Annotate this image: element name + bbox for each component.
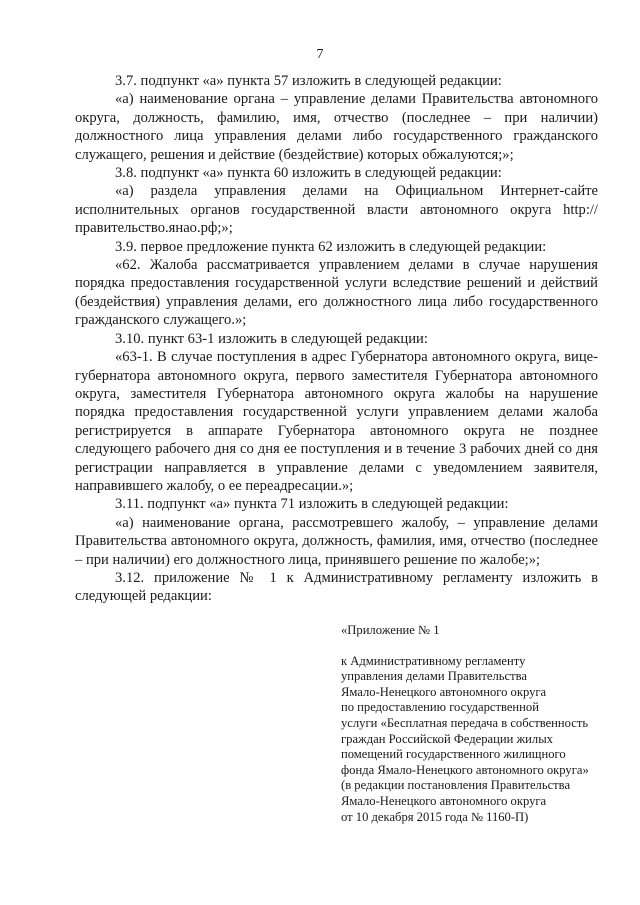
appendix-line: Ямало-Ненецкого автономного округа: [341, 684, 547, 699]
paragraph: «а) раздела управления делами на Официальном Интернет-сайте исполнительных органов государственной власти автономного округа http://правительство.янао.рф;»;: [75, 183, 598, 237]
paragraph: 3.11. подпункт «а» пункта 71 изложить в следующей редакции:: [115, 496, 509, 513]
appendix-line: Ямало-Ненецкого автономного округа: [341, 793, 547, 808]
paragraph: «63-1. В случае поступления в адрес Губернатора автономного округа, вице-губернатора автономного округа, первого заместителя Губернатора автономного округа, заместителя Губернатора автономного округа жалобы на нарушение порядка предоставления государственной услуги управлением делами жалоба регистрируется в аппарате Губернатора автономного округа не позднее следующего рабочего дня со дня ее поступления и в течение 3 рабочих дней со дня регистрации направляется в управление делами с уведомлением заявителя, направившего жалобу, о ее переадресации.»;: [75, 349, 598, 494]
appendix-line: помещений государственного жилищного: [341, 747, 566, 762]
appendix-line: к Административному регламенту: [341, 653, 526, 668]
paragraph: «а) наименование органа – управление делами Правительства автономного округа, должность, фамилию, имя, отчество (последнее – при наличии) должностного лица управления делами либо государственного гражданского служащего, решения и действие (бездействие) которых обжалуются;»;: [75, 91, 598, 163]
appendix-line: фонда Ямало-Ненецкого автономного округа»: [341, 762, 589, 777]
appendix-line: по предоставлению государственной: [341, 700, 539, 715]
appendix-line: (в редакции постановления Правительства: [341, 778, 571, 793]
appendix-line: граждан Российской Федерации жилых: [341, 731, 553, 746]
appendix-block: [341, 623, 611, 825]
appendix-line: услуги «Бесплатная передача в собственность: [341, 715, 589, 730]
appendix-line: от 10 декабря 2015 года № 1160-П): [341, 809, 529, 824]
paragraph: «а) наименование органа, рассмотревшего жалобу, – управление делами Правительства автономного округа, должность, фамилия, имя, отчество (последнее – при наличии) его должностного лица, принявшего решение по жалобе;»;: [75, 514, 598, 568]
paragraph: «62. Жалоба рассматривается управлением делами в случае нарушения порядка предоставления государственной услуги вследствие решений и действий (бездействия) управления делами, его должностного лица либо государственного гражданского служащего.»;: [75, 257, 598, 329]
appendix-line: управления делами Правительства: [341, 669, 527, 684]
appendix-heading: «Приложение № 1: [341, 623, 440, 637]
paragraph: 3.8. подпункт «а» пункта 60 изложить в следующей редакции:: [115, 165, 502, 182]
paragraph: 3.7. подпункт «а» пункта 57 изложить в следующей редакции:: [115, 73, 502, 89]
page-number: 7: [316, 47, 324, 62]
paragraph: 3.12. приложение № 1 к Административному регламенту изложить в следующей редакции:: [75, 569, 598, 605]
document-body: [75, 72, 598, 606]
paragraph: 3.10. пункт 63-1 изложить в следующей редакции:: [115, 330, 428, 347]
paragraph: 3.9. первое предложение пункта 62 изложить в следующей редакции:: [115, 238, 547, 255]
